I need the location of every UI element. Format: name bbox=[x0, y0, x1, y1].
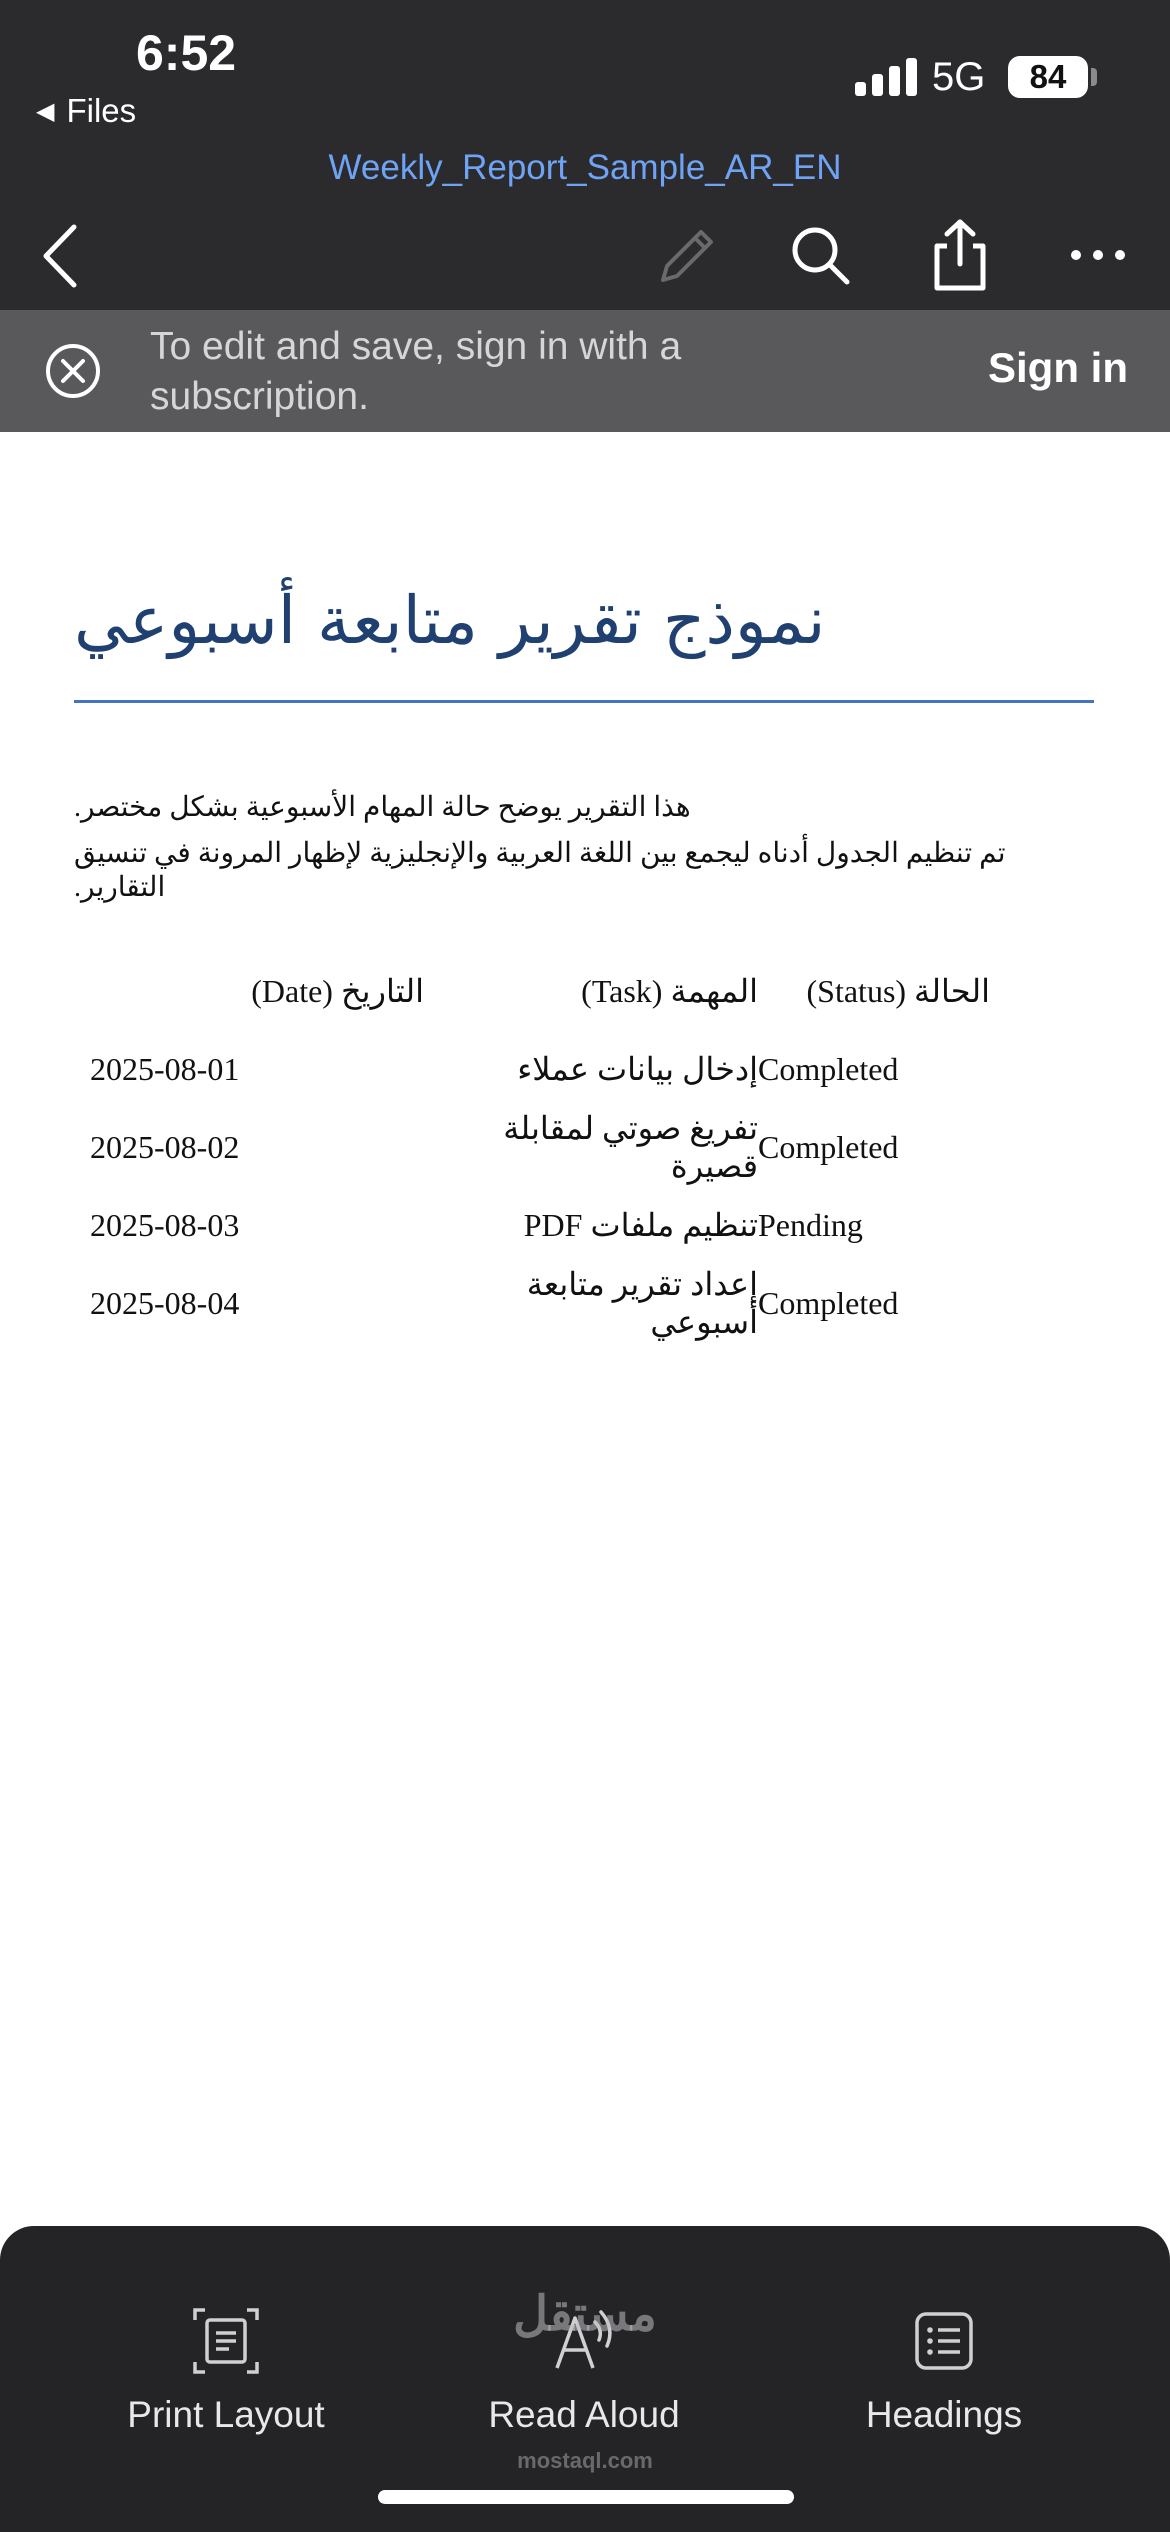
table-header-row bbox=[90, 952, 990, 1030]
network-type: 5G bbox=[932, 55, 986, 99]
cell-date: 2025-08-02 bbox=[90, 1128, 240, 1165]
headings-button[interactable] bbox=[784, 2306, 1104, 2436]
back-to-files-link[interactable] bbox=[36, 92, 136, 130]
task-table bbox=[90, 952, 990, 1342]
search-icon bbox=[787, 222, 853, 288]
table-row bbox=[90, 1108, 990, 1186]
headings-icon bbox=[909, 2306, 979, 2376]
edit-button[interactable] bbox=[648, 215, 728, 295]
battery-level: 84 bbox=[1029, 58, 1067, 95]
search-button[interactable] bbox=[780, 215, 860, 295]
heading-underline bbox=[74, 700, 1094, 703]
cell-task: تفريغ صوتي لمقابلة قصيرة bbox=[503, 1110, 758, 1184]
print-layout-icon bbox=[191, 2306, 261, 2376]
dismiss-banner-button[interactable] bbox=[44, 342, 102, 400]
cell-status: Completed bbox=[758, 1284, 899, 1321]
share-icon bbox=[927, 216, 993, 294]
pencil-icon bbox=[655, 222, 721, 288]
document-heading-wrap bbox=[74, 582, 1094, 659]
sign-in-button[interactable]: Sign in bbox=[988, 344, 1128, 391]
app-chrome bbox=[0, 0, 1170, 310]
paragraph-2: تم تنظيم الجدول أدناه ليجمع بين اللغة العربية والإنجليزية لإظهار المرونة في تنسيق التقارير. bbox=[74, 838, 1006, 903]
cellular-signal-icon bbox=[855, 56, 917, 96]
more-button[interactable] bbox=[1058, 215, 1138, 295]
table-row bbox=[90, 1030, 990, 1108]
home-indicator[interactable] bbox=[378, 2490, 794, 2504]
read-aloud-icon bbox=[549, 2306, 619, 2376]
toolbar bbox=[0, 200, 1170, 310]
header-date: التاريخ (Date) bbox=[251, 973, 424, 1009]
battery-icon bbox=[1008, 56, 1088, 98]
cell-status: Pending bbox=[758, 1206, 863, 1243]
table-row bbox=[90, 1264, 990, 1342]
more-icon bbox=[1068, 245, 1128, 265]
cell-date: 2025-08-01 bbox=[90, 1050, 240, 1087]
bottom-action-bar bbox=[0, 2226, 1170, 2532]
share-button[interactable] bbox=[920, 210, 1000, 300]
headings-label: Headings bbox=[865, 2394, 1023, 2435]
cell-date: 2025-08-04 bbox=[90, 1284, 240, 1321]
cell-task: تنظيم ملفات PDF bbox=[523, 1207, 758, 1243]
back-app-label: Files bbox=[66, 92, 137, 129]
watermark-logo: مستقل bbox=[513, 2288, 657, 2341]
cell-date: 2025-08-03 bbox=[90, 1206, 240, 1243]
back-chevron-icon bbox=[40, 223, 80, 289]
close-circle-icon bbox=[44, 342, 102, 400]
paragraph-1: هذا التقرير يوضح حالة المهام الأسبوعية بشكل مختصر. bbox=[74, 792, 691, 823]
subscription-banner bbox=[0, 310, 1170, 432]
print-layout-label: Print Layout bbox=[127, 2394, 325, 2435]
read-aloud-label: Read Aloud bbox=[488, 2394, 680, 2435]
back-triangle-icon: ◀ bbox=[36, 97, 55, 125]
back-button[interactable] bbox=[30, 216, 90, 296]
print-layout-button[interactable] bbox=[66, 2306, 386, 2436]
watermark-url: mostaql.com bbox=[517, 2448, 653, 2473]
read-aloud-button[interactable] bbox=[424, 2306, 744, 2436]
cell-task: إدخال بيانات عملاء bbox=[517, 1051, 758, 1087]
header-task: المهمة (Task) bbox=[581, 973, 758, 1009]
battery-cap bbox=[1091, 68, 1097, 86]
table-row bbox=[90, 1186, 990, 1264]
banner-message: To edit and save, sign in with a subscription. bbox=[150, 325, 682, 418]
header-status: الحالة (Status) bbox=[806, 973, 990, 1009]
cell-status: Completed bbox=[758, 1128, 899, 1165]
document-title[interactable]: Weekly_Report_Sample_AR_EN bbox=[328, 148, 842, 187]
cell-status: Completed bbox=[758, 1050, 899, 1087]
document-heading: نموذج تقرير متابعة أسبوعي bbox=[74, 582, 826, 659]
status-time: 6:52 bbox=[136, 25, 237, 81]
cell-task: إعداد تقرير متابعة أسبوعي bbox=[526, 1266, 758, 1340]
